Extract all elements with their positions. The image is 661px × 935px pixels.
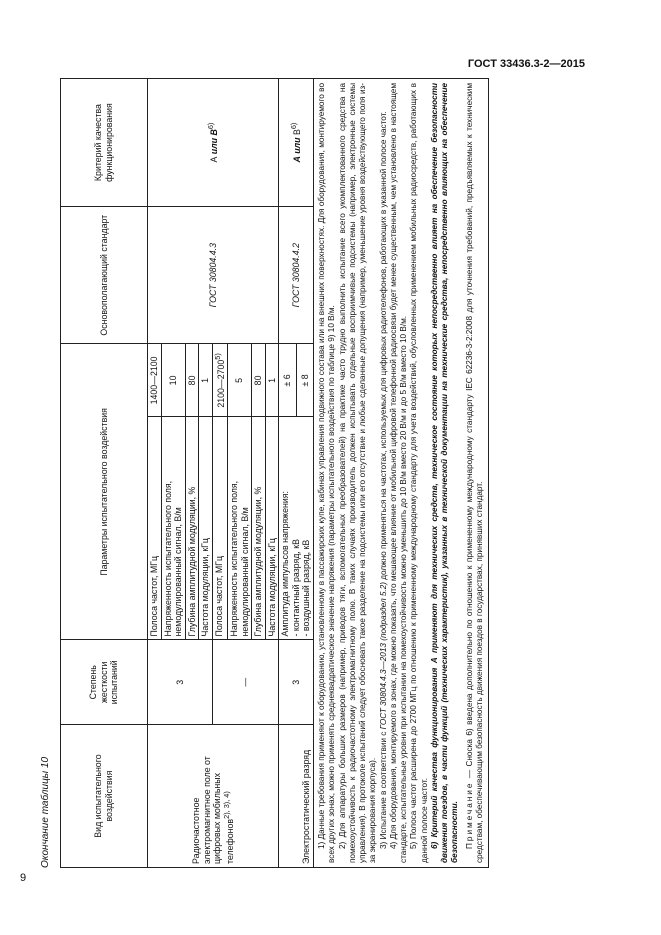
header-parameters: Параметры испытательного воздействия <box>61 344 148 640</box>
criterion-b: В <box>291 129 302 136</box>
param-name: Напряженность испытательного поля, немодулированный сигнал, В/м <box>161 417 185 640</box>
severity-level: 3 <box>279 640 314 725</box>
param-value: 5 <box>228 344 252 417</box>
table-header-row <box>61 79 148 868</box>
note-label: Примечание <box>464 781 474 849</box>
param-contact: - контактный разряд, кВ <box>290 539 301 637</box>
test-type-text: Радиочастотное электромагнитное поле от цифровых мобильных телефонов <box>191 756 235 864</box>
param-air: - воздушный разряд, кВ <box>301 539 312 637</box>
param-value: ± 6 <box>279 344 296 417</box>
table-caption: Окончание таблицы 10 <box>40 756 51 868</box>
criterion-cell <box>148 79 279 207</box>
param-name: Частота модуляции, кГц <box>199 417 213 640</box>
header-criterion: Критерий качества функционирования <box>61 79 148 207</box>
param-value: ± 8 <box>296 344 313 417</box>
document-code: ГОСТ 33436.3-2—2015 <box>467 58 585 70</box>
param-name: Глубина амплитудной модуляции, % <box>252 417 266 640</box>
standard-cell: ГОСТ 30804.4.2 <box>279 207 314 344</box>
footnote: 2) Для аппаратуры больших размеров (например, приводов тяги, вспомогательных преобразователей) на практике часто трудно выполнить испытание всего укомплектованного средства на помехоустойчивость к радиочастотному электромагнитному полю. В таких случаях производитель должен испытывать отдельные восприимчивые подсистемы (например, электронные системы управления). В протоколе испытаний следует обосновать такое разделение на подсистемы или его отсутствие и любые сделанные допущения (например, уменьшение уровня воздействующего поля из-за экранирования корпуса). <box>337 83 378 863</box>
header-severity: Степень жесткости испытаний <box>61 640 148 725</box>
footnote-ref: 5) <box>212 353 222 360</box>
severity-level: — <box>212 640 279 725</box>
footnote <box>379 83 389 863</box>
criterion-a: А <box>291 156 302 163</box>
note-text: — Сноска 6) введена дополнительно по отношению к примененному международному стандарту IEC 62236-3-2:2008 для уточнения требований, предъявляемых к техническим средствам, обеспечивающим безопасность движения поездов в государствах, принявших стандарт. <box>464 83 484 863</box>
rotated-page-content <box>38 78 608 868</box>
criterion-sep: или <box>208 137 219 155</box>
param-name <box>279 417 314 640</box>
param-value: 10 <box>161 344 185 417</box>
footnote-ref: 2), 3), 4) <box>221 791 231 819</box>
table-row <box>279 79 296 868</box>
footnote: 4) Для оборудования, монтируемого в зонах, где можно показать, что мешающее влияние от мобильной цифровой телефонной радиосвязи будет менее существенным, чем установлено в настоящем стандарте, испытательные уровни при испытании на помехоустойчивость можно уменьшить до 10 В/м вместо 20 В/м и до 5 В/м вместо 10 В/м. <box>388 83 409 863</box>
param-value <box>212 344 227 417</box>
param-name: Частота модуляции, кГц <box>265 417 279 640</box>
footnote-reference: ГОСТ 30804.4.3—2013 (подраздел 5.2) <box>378 582 388 730</box>
footnote-ref: 6) <box>205 122 215 130</box>
param-value: 80 <box>252 344 266 417</box>
param-name: Напряженность испытательного поля, немодулированный сигнал, В/м <box>228 417 252 640</box>
page-number: 9 <box>20 872 27 884</box>
footnote: 1) Данные требования применяют к оборудованию, установленному в пассажирских купе, кабинах управления подвижного состава или на внешних поверхностях. Для оборудования, монтируемого во всех других зонах, можно применять среднеквадратическое значение напряжения (параметры испытательного воздействия по таблице 9) 10 В/м. <box>317 83 337 863</box>
header-standard: Основополагающий стандарт <box>61 207 148 344</box>
param-value: 1 <box>199 344 213 417</box>
param-name: Полоса частот, МГц <box>148 417 162 640</box>
footnote: 5) Полоса частот расширена до 2700 МГц по отношению к примененному международному стандарту для учета воздействий, обусловленных применением мобильных радиосредств, работающих в данной полосе частот. <box>409 83 429 863</box>
severity-level: 3 <box>148 640 213 725</box>
param-title: Амплитуда импульсов напряжения: <box>280 491 291 637</box>
param-value-text: 2100—2700 <box>215 359 226 408</box>
test-type-cell <box>148 725 279 868</box>
param-value: 80 <box>185 344 199 417</box>
header-test-type: Вид испытательного воздействия <box>61 725 148 868</box>
criterion-a: А <box>208 156 219 163</box>
table-row <box>148 79 162 868</box>
note <box>465 83 486 863</box>
footnote-text: 3) Испытание в соответствии с <box>378 729 388 849</box>
footnote-ref: 6) <box>288 122 298 130</box>
param-value: 1 <box>265 344 279 417</box>
footnotes-block <box>314 78 489 868</box>
param-name: Глубина амплитудной модуляции, % <box>185 417 199 640</box>
criterion-sep: или <box>291 137 302 154</box>
criterion-b: В <box>208 129 219 136</box>
param-value: 1400—2100 <box>148 344 162 417</box>
footnote: 6) Критерий качества функционирования А применяют для технических средств, техническое состояние которых непосредственно влияет на обеспечение безопасности движения поездов, в части функций (технических характеристик), указанных в технической документации на технические средства, непосредственно влияющих на обеспечение безопасности. <box>429 83 460 863</box>
standard-cell: ГОСТ 30804.4.3 <box>148 207 279 344</box>
footnote-text: должно применяться на частотах, используемых для цифровых радиотелефонов, работающих в указанной полосе частот. <box>378 111 388 583</box>
test-type-cell: Электростатический разряд <box>279 725 314 868</box>
criterion-cell <box>279 79 314 207</box>
requirements-table <box>60 78 314 868</box>
param-name: Полоса частот, МГц <box>212 417 227 640</box>
